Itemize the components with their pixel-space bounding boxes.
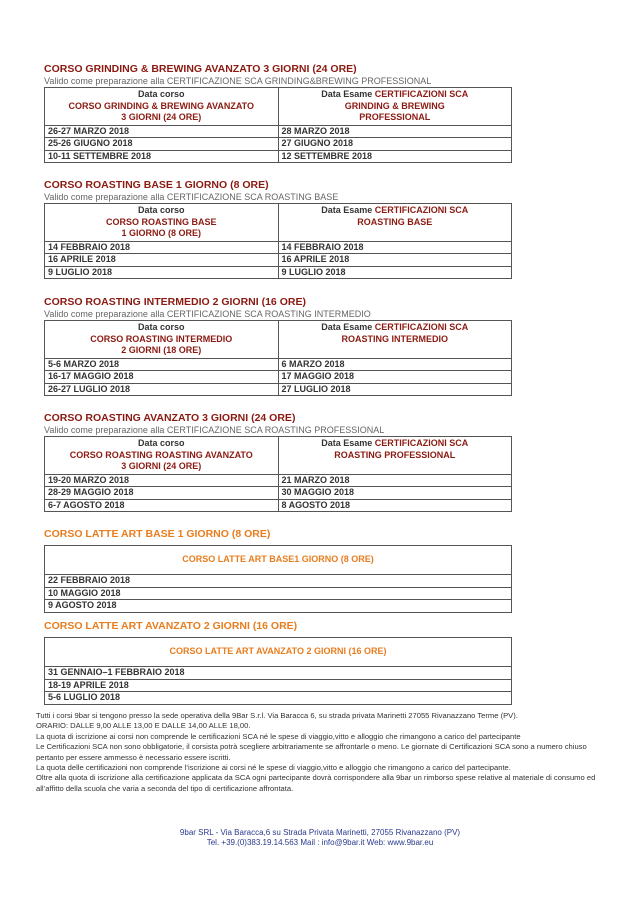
course-date-cell: 22 FEBBRAIO 2018 — [45, 575, 512, 588]
section-title: CORSO ROASTING AVANZATO 3 GIORNI (24 ORE) — [44, 412, 296, 424]
table-row — [45, 358, 512, 371]
footer-address: 9bar SRL - Via Baracca,6 su Strada Privata Marinetti, 27055 Rivanazzano (PV) — [179, 828, 461, 837]
table-row — [45, 667, 512, 680]
course-section-grinding-brewing — [44, 63, 512, 163]
note-paragraph: ORARIO: DALLE 9,00 ALLE 13,00 E DALLE 14,00 ALLE 18,00. — [36, 721, 251, 731]
course-section-roasting-avanzato — [44, 412, 512, 512]
course-date-cell: 19-20 MARZO 2018 — [45, 474, 279, 487]
note-paragraph: Tutti i corsi 9bar si tengono presso la sede operativa della 9Bar S.r.l. Via Baracca 6, su strada privata Marinetti 27055 Rivanazzano Terme (PV). — [36, 711, 518, 720]
exam-date-cell: 9 LUGLIO 2018 — [278, 266, 512, 279]
exam-date-cell: 27 GIUGNO 2018 — [278, 138, 512, 151]
schedule-table — [44, 203, 512, 279]
course-header-cell: CORSO LATTE ART AVANZATO 2 GIORNI (16 ORE) — [45, 638, 512, 667]
exam-date-cell: 16 APRILE 2018 — [278, 254, 512, 267]
course-date-cell: 10 MAGGIO 2018 — [45, 587, 512, 600]
table-row — [45, 692, 512, 705]
course-date-cell: 26-27 MARZO 2018 — [45, 125, 279, 138]
course-date-cell: 10-11 SETTEMBRE 2018 — [45, 150, 279, 163]
exam-date-cell: 12 SETTEMBRE 2018 — [278, 150, 512, 163]
course-date-cell: 16 APRILE 2018 — [45, 254, 279, 267]
course-section-latte-art-avanzato — [44, 620, 512, 705]
table-row — [45, 125, 512, 138]
table-header-row — [45, 88, 512, 126]
course-date-cell: 16-17 MAGGIO 2018 — [45, 371, 279, 384]
exam-date-header: Data Esame CERTIFICAZIONI SCA GRINDING & BREWING PROFESSIONAL — [278, 88, 512, 126]
table-row — [45, 679, 512, 692]
table-row — [45, 487, 512, 500]
section-title: CORSO LATTE ART BASE 1 GIORNO (8 ORE) — [44, 528, 271, 540]
course-section-roasting-base — [44, 179, 512, 279]
note-paragraph: Oltre alla quota di iscrizione alla certificazione applicata da SCA ogni partecipante dovrà corrispondere alla 9bar un rimborso spese relative al materiale di consumo ed all’affitto della scuola che varia a seconda del tipo di certificazione affrontata. — [36, 773, 596, 793]
exam-date-header: Data Esame CERTIFICAZIONI SCA ROASTING BASE — [278, 204, 512, 242]
schedule-table — [44, 545, 512, 613]
course-date-cell: 31 GENNAIO–1 FEBBRAIO 2018 — [45, 667, 512, 680]
table-row — [45, 600, 512, 613]
table-row — [45, 383, 512, 396]
course-date-cell: 5-6 MARZO 2018 — [45, 358, 279, 371]
schedule-table — [44, 87, 512, 163]
course-date-cell: 9 LUGLIO 2018 — [45, 266, 279, 279]
exam-date-header: Data Esame CERTIFICAZIONI SCA ROASTING INTERMEDIO — [278, 321, 512, 359]
schedule-table — [44, 320, 512, 396]
exam-date-cell: 14 FEBBRAIO 2018 — [278, 241, 512, 254]
table-row — [45, 499, 512, 512]
course-date-header: Data corso CORSO ROASTING INTERMEDIO 2 GIORNI (18 ORE) — [45, 321, 279, 359]
table-header-row — [45, 437, 512, 475]
course-header-cell: CORSO LATTE ART BASE1 GIORNO (8 ORE) — [45, 546, 512, 575]
course-date-cell: 18-19 APRILE 2018 — [45, 679, 512, 692]
course-date-cell: 5-6 LUGLIO 2018 — [45, 692, 512, 705]
course-date-cell: 14 FEBBRAIO 2018 — [45, 241, 279, 254]
note-paragraph: Le Certificazioni SCA non sono obbligatorie, il corsista potrà scegliere arbitrariamente se affrontarle o meno. Le giornate di Certificazioni SCA sono a numero chiuso pertanto per essere ammesso è necessario essere iscritti. — [36, 742, 587, 762]
course-date-cell: 26-27 LUGLIO 2018 — [45, 383, 279, 396]
table-header-row — [45, 321, 512, 359]
exam-date-cell: 8 AGOSTO 2018 — [278, 499, 512, 512]
section-title: CORSO ROASTING INTERMEDIO 2 GIORNI (16 ORE) — [44, 296, 306, 308]
table-row — [45, 138, 512, 151]
exam-date-cell: 27 LUGLIO 2018 — [278, 383, 512, 396]
footer-contact — [0, 828, 640, 849]
table-row — [45, 587, 512, 600]
section-subtitle: Valido come preparazione alla CERTIFICAZIONE SCA ROASTING INTERMEDIO — [44, 309, 371, 319]
course-section-roasting-intermedio — [44, 296, 512, 396]
section-subtitle: Valido come preparazione alla CERTIFICAZIONE SCA GRINDING&BREWING PROFESSIONAL — [44, 76, 432, 86]
table-row — [45, 575, 512, 588]
course-date-cell: 9 AGOSTO 2018 — [45, 600, 512, 613]
notes-block — [36, 711, 596, 794]
exam-date-cell: 21 MARZO 2018 — [278, 474, 512, 487]
note-paragraph: La quota di iscrizione ai corsi non comprende le certificazioni SCA né le spese di viaggio,vitto e alloggio che rimangono a carico del partecipante — [36, 731, 521, 741]
section-title: CORSO ROASTING BASE 1 GIORNO (8 ORE) — [44, 179, 269, 191]
table-header-row — [45, 638, 512, 667]
section-subtitle: Valido come preparazione alla CERTIFICAZIONE SCA ROASTING PROFESSIONAL — [44, 425, 385, 435]
section-title: CORSO GRINDING & BREWING AVANZATO 3 GIORNI (24 ORE) — [44, 63, 357, 75]
schedule-table — [44, 637, 512, 705]
course-date-cell: 25-26 GIUGNO 2018 — [45, 138, 279, 151]
exam-date-header: Data Esame CERTIFICAZIONI SCA ROASTING PROFESSIONAL — [278, 437, 512, 475]
footer-contacts: Tel. +39.(0)383.19.14.563 Mail : info@9bar.it Web: www.9bar.eu — [206, 838, 434, 848]
table-row — [45, 371, 512, 384]
exam-date-cell: 30 MAGGIO 2018 — [278, 487, 512, 500]
course-date-cell: 6-7 AGOSTO 2018 — [45, 499, 279, 512]
table-row — [45, 254, 512, 267]
course-date-header: Data corso CORSO GRINDING & BREWING AVANZATO 3 GIORNI (24 ORE) — [45, 88, 279, 126]
table-header-row — [45, 546, 512, 575]
table-row — [45, 241, 512, 254]
section-title: CORSO LATTE ART AVANZATO 2 GIORNI (16 ORE) — [44, 620, 298, 632]
table-row — [45, 150, 512, 163]
exam-date-cell: 28 MARZO 2018 — [278, 125, 512, 138]
course-date-header: Data corso CORSO ROASTING BASE 1 GIORNO (8 ORE) — [45, 204, 279, 242]
exam-date-cell: 17 MAGGIO 2018 — [278, 371, 512, 384]
table-header-row — [45, 204, 512, 242]
course-date-cell: 28-29 MAGGIO 2018 — [45, 487, 279, 500]
course-date-header: Data corso CORSO ROASTING ROASTING AVANZATO 3 GIORNI (24 ORE) — [45, 437, 279, 475]
table-row — [45, 266, 512, 279]
note-paragraph: La quota delle certificazioni non comprende l’iscrizione ai corsi né le spese di viaggio,vitto e alloggio che rimangono a carico del partecipante. — [36, 763, 511, 773]
schedule-table — [44, 436, 512, 512]
course-section-latte-art-base — [44, 528, 512, 613]
exam-date-cell: 6 MARZO 2018 — [278, 358, 512, 371]
section-subtitle: Valido come preparazione alla CERTIFICAZIONE SCA ROASTING BASE — [44, 192, 339, 202]
table-row — [45, 474, 512, 487]
